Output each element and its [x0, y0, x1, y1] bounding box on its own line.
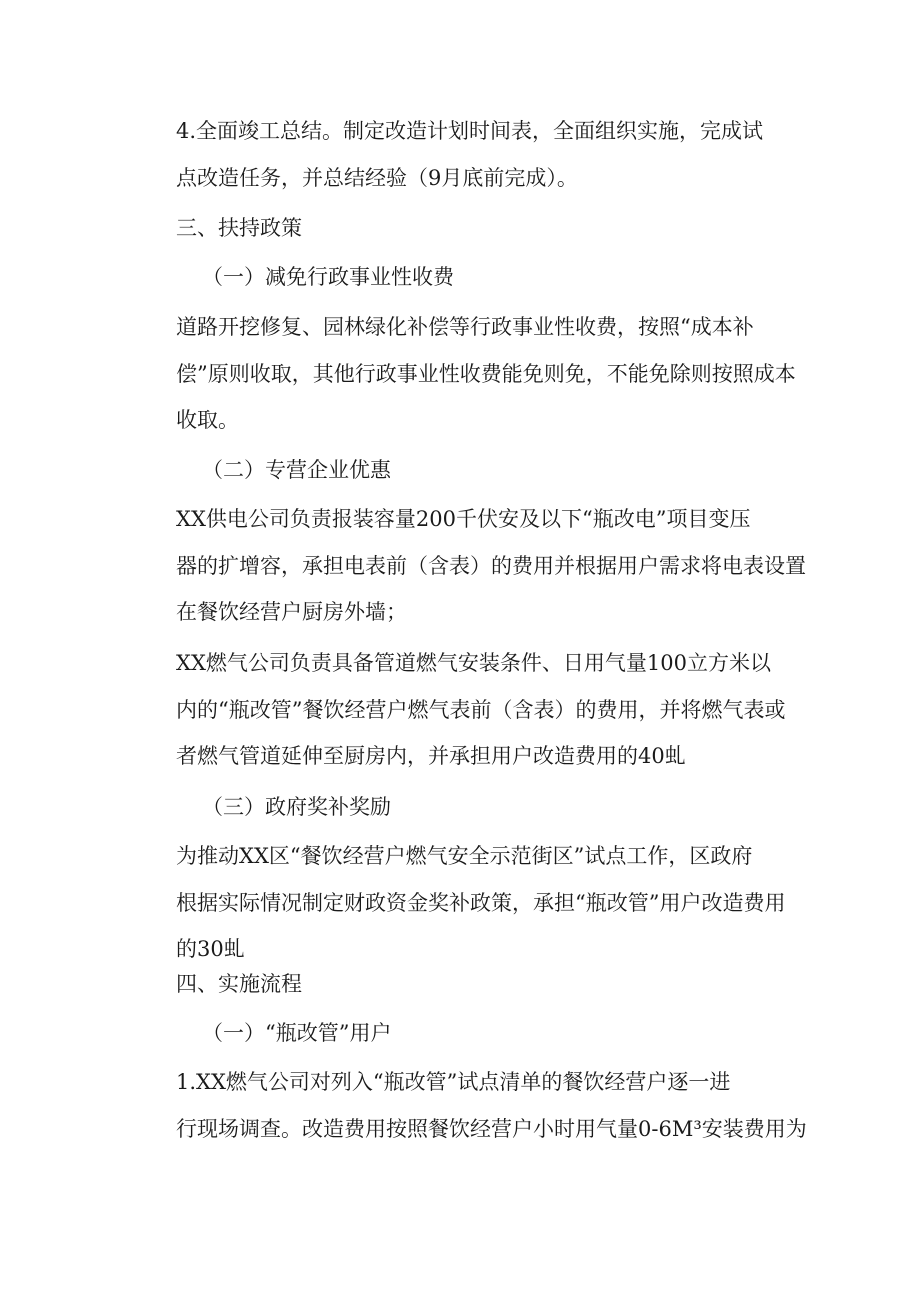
heading-text: （二）专营企业优惠 — [202, 458, 391, 482]
text-line: 行现场调查。改造费用按照餐饮经营户小时用气量0-6M³安装费用为 — [176, 1116, 807, 1141]
heading-text: （一）“瓶改管”用户 — [202, 1021, 392, 1045]
text-line: 器的扩增容，承担电表前（含表）的费用并根据用户需求将电表设置 — [176, 553, 806, 578]
text-line: 根据实际情况制定财政资金奖补政策，承担“瓶改管”用户改造费用 — [176, 890, 786, 915]
paragraph-power-company — [176, 496, 806, 636]
text-line: 1.XX燃气公司对列入“瓶改管”试点清单的餐饮经营户逐一进 — [176, 1070, 731, 1094]
heading-text: 三、扶持政策 — [176, 216, 302, 240]
subheading-enterprise-discount — [202, 447, 822, 494]
text-line: 偿”原则收取，其他行政事业性收费能免则免，不能免除则按照成本 — [176, 361, 796, 386]
text-line: 为推动XX区“餐饮经营户燃气安全示范街区”试点工作，区政府 — [176, 844, 753, 868]
subheading-government-subsidy — [202, 784, 822, 831]
paragraph-site-survey — [176, 1059, 807, 1152]
paragraph-government-subsidy — [176, 833, 796, 973]
text-line: XX燃气公司负责具备管道燃气安装条件、日用气量100立方米以 — [176, 651, 771, 675]
text-line: 点改造任务，并总结经验（9月底前完成）。 — [176, 165, 578, 190]
text-line: 内的“瓶改管”餐饮经营户燃气表前（含表）的费用，并将燃气表或 — [176, 697, 786, 722]
paragraph-completion-summary — [176, 108, 796, 201]
text-line: 者燃气管道延伸至厨房内，并承担用户改造费用的40虬 — [176, 744, 686, 768]
text-line: 的30虬 — [176, 937, 245, 961]
section-heading-implementation-process — [176, 961, 796, 1008]
text-line: 在餐饮经营户厨房外墙； — [176, 600, 407, 624]
subheading-bottle-to-pipe-users — [202, 1010, 822, 1057]
section-heading-support-policy — [176, 205, 796, 252]
text-line: 收取。 — [176, 408, 239, 432]
heading-text: （三）政府奖补奖励 — [202, 795, 391, 819]
heading-text: （一）减免行政事业性收费 — [202, 265, 454, 289]
paragraph-gas-company — [176, 640, 796, 780]
text-line: XX供电公司负责报装容量200千伏安及以下“瓶改电”项目变压 — [176, 507, 751, 531]
subheading-fee-reduction — [202, 254, 822, 301]
heading-text: 四、实施流程 — [176, 972, 302, 996]
text-line: 4.全面竣工总结。制定改造计划时间表，全面组织实施，完成试 — [176, 119, 764, 143]
text-line: 道路开挖修复、园林绿化补偿等行政事业性收费，按照“成本补 — [176, 315, 754, 339]
paragraph-fee-reduction — [176, 304, 796, 444]
